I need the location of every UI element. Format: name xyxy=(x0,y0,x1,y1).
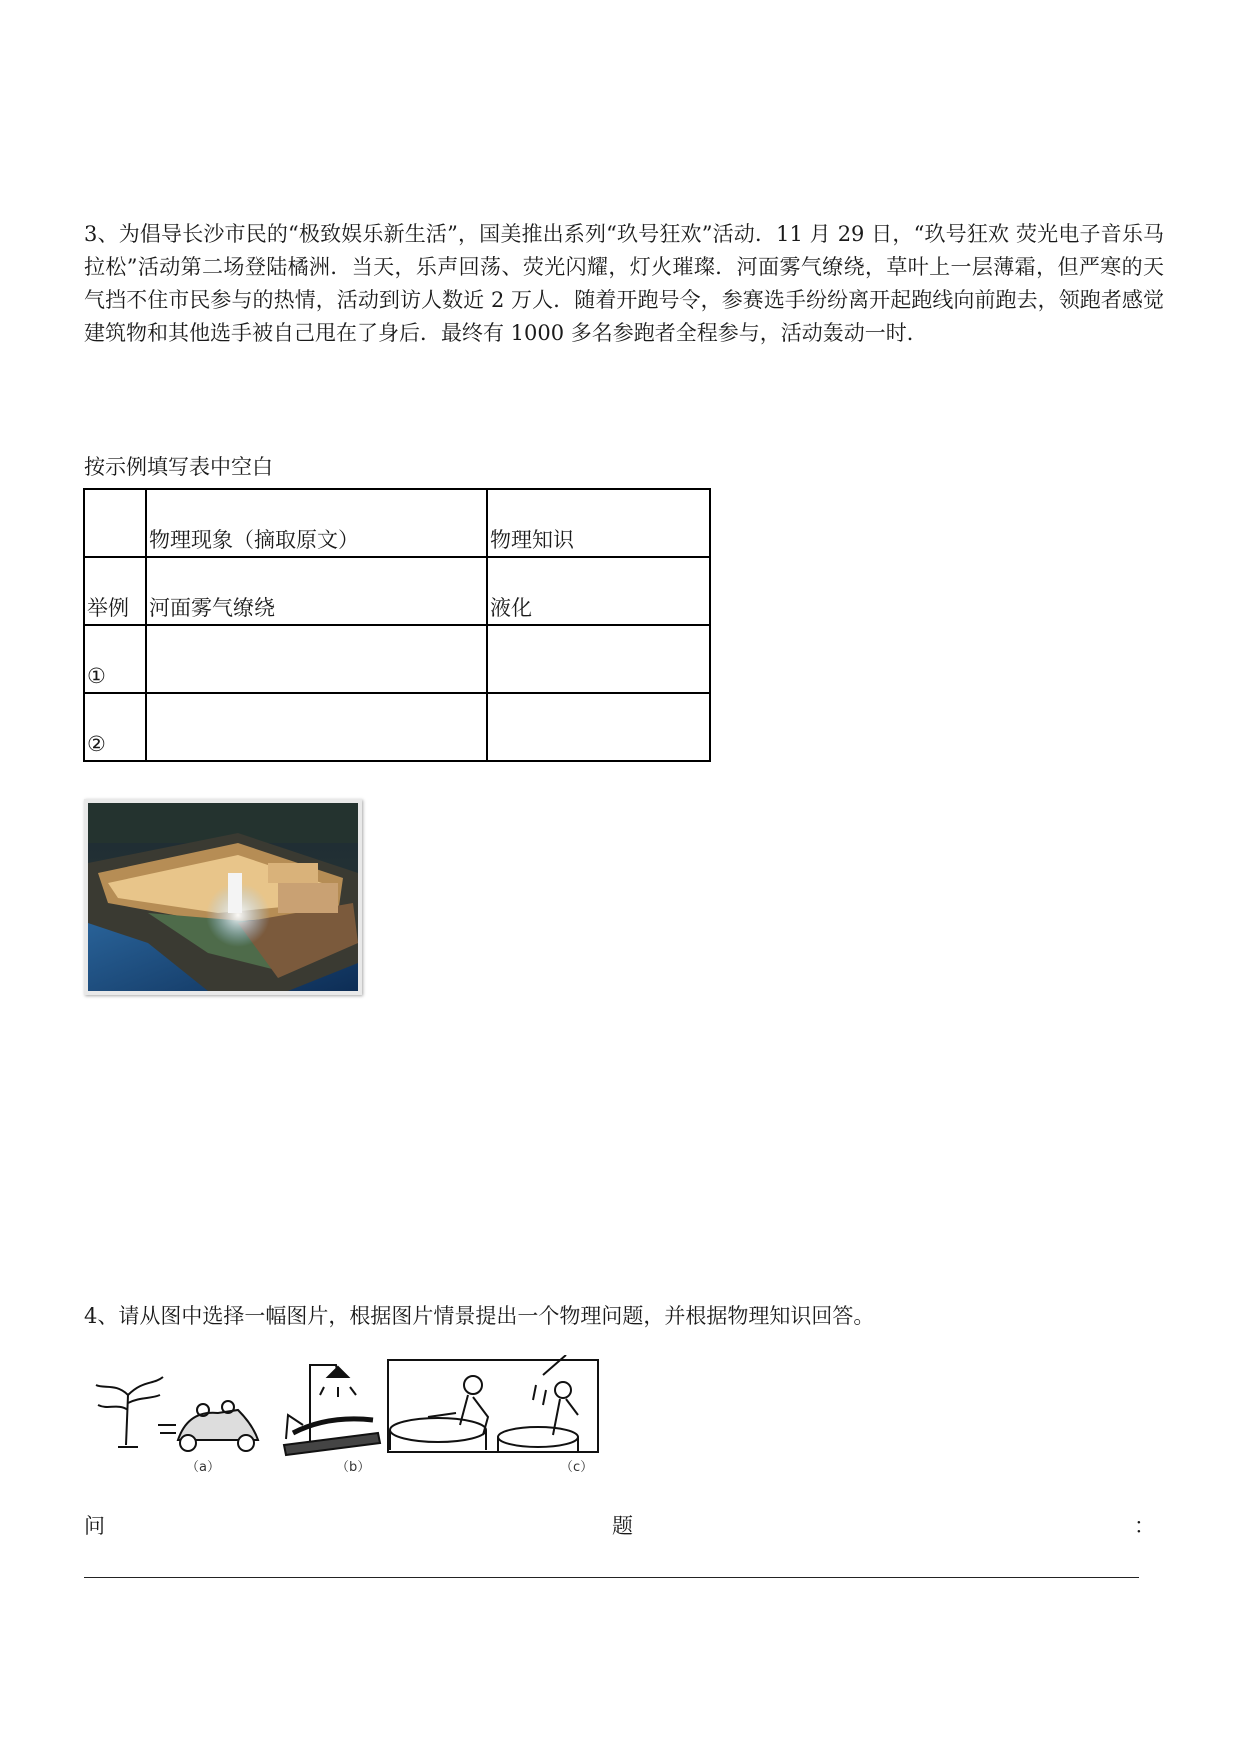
question-3-paragraph: 3、为倡导长沙市民的“极致娱乐新生活”，国美推出系列“玖号狂欢”活动．11 月 29 日，“玖号狂欢 荧光电子音乐马拉松”活动第二场登陆橘洲．当天，乐声回荡、荧光闪耀，灯火璀璨．河面雾气缭绕，草叶上一层薄霜，但严寒的天气挡不住市民参与的热情，活动到访人数近 2 万人．随着开跑号令，参赛选手纷纷离开起跑线向前跑去，领跑者感觉建筑物和其他选手被自己甩在了身后．最终有 1000 多名参跑者全程参与，活动轰动一时． xyxy=(84,222,1164,345)
table-row xyxy=(84,625,710,693)
figure-c-label: （c） xyxy=(560,1460,594,1475)
table-blank-cell[interactable] xyxy=(146,625,487,693)
table-header-phenomenon: 物理现象（摘取原文） xyxy=(146,489,487,557)
figures-sketch xyxy=(88,1355,688,1465)
figure-b-lamp-stove xyxy=(284,1365,380,1455)
table-cell xyxy=(84,489,146,557)
table-row-label: ② xyxy=(84,693,146,761)
table-blank-cell[interactable] xyxy=(487,625,710,693)
question-4-answer-line xyxy=(84,1510,1155,1540)
answer-label-middle: 题 xyxy=(612,1514,633,1538)
figure-a-tree-car xyxy=(96,1377,258,1451)
question-3-text xyxy=(84,218,1164,350)
answer-label-left: 问 xyxy=(84,1514,105,1538)
table-row-label: 举例 xyxy=(84,557,146,625)
figure-c-drums xyxy=(388,1355,598,1452)
table-cell: 河面雾气缭绕 xyxy=(146,557,487,625)
answer-rule-line[interactable] xyxy=(84,1577,1139,1578)
table-blank-cell[interactable] xyxy=(487,693,710,761)
table-header-knowledge: 物理知识 xyxy=(487,489,710,557)
physics-table xyxy=(83,488,711,762)
table-cell: 液化 xyxy=(487,557,710,625)
table-caption: 按示例填写表中空白 xyxy=(84,455,273,479)
table-row-label: ① xyxy=(84,625,146,693)
figure-b-label: （b） xyxy=(336,1460,371,1475)
table-row xyxy=(84,557,710,625)
question-4-text: 4、请从图中选择一幅图片，根据图片情景提出一个物理问题，并根据物理知识回答。 xyxy=(84,1304,875,1328)
table-row xyxy=(84,693,710,761)
table-header-row xyxy=(84,489,710,557)
answer-label-right: ： xyxy=(1134,1514,1155,1538)
island-night-photo-image xyxy=(88,803,358,991)
figure-a-label: （a） xyxy=(186,1460,220,1475)
table-blank-cell[interactable] xyxy=(146,693,487,761)
question-4-figures xyxy=(88,1355,688,1475)
island-night-photo xyxy=(84,799,362,995)
